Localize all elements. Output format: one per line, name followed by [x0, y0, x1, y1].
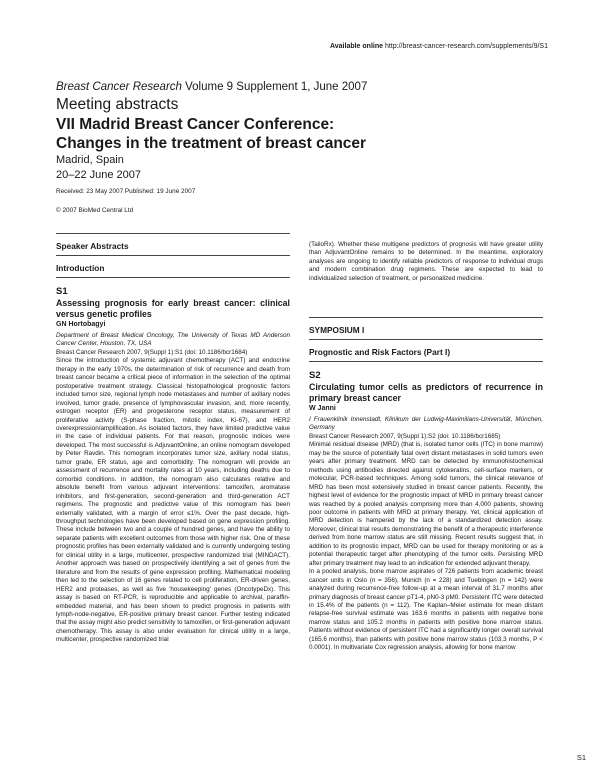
conference-dates: 20–22 June 2007	[56, 169, 142, 181]
received-published: Received: 23 May 2007 Published: 19 June 2007	[56, 188, 196, 195]
journal-name: Breast Cancer Research	[56, 81, 182, 93]
abstract-paragraph-1: Minimal residual disease (MRD) (that is, isolated tumor cells (ITC) in bone marrow) may be the source of potentially fatal overt distant metastases in solid tumors even years after primary treatment. MRD can be detected by immunohistochemical methods using antibodies directed against cytokeratins, cell-surface markers, or molecular, PCR-based techniques. Among solid tumors, the clinical relevance of MRD has been most extensively studied in breast cancer patients. Recently, the highest level of evidence for the prognostic impact of MRD in primary breast cancer was reached by a pooled analysis comprising more than 4,000 patients, showing poor outcome in patients with MRD at primary therapy. Yet, clinical application of MRD detection is hampered by the lack of a standardized detection assay. Moreover, clinical trial results demonstrating the benefit of a therapeutic interference derived from bone marrow status are still missing. Recent results suggest that, in addition to its prognostic impact, MRD can be used for therapy monitoring or as a potential therapeutic target after phenotyping of the tumor cells. Persisting MRD after primary treatment may lead to an indication for extended adjuvant therapy.	[309, 441, 543, 567]
abstract-title: Circulating tumor cells as predictors of recurrence in primary breast cancer	[309, 382, 543, 404]
abstract-affiliation: I Frauenklinik Innenstadt, Klinikum der Ludwig-Maximilians-Universität, München, Germany	[309, 415, 543, 432]
abstract-body-continued: (TailoRx). Whether these multigene predictors of prognosis will have greater utility than AdjuvantOnline remains to be determined. In the meantime, exploratory analyses are ongoing to identify reliable predictors of response to individual drugs and modern combination drug regimens. These are expected to lead to individualized selection of treatment, or personalized medicine.	[309, 241, 543, 282]
conference-title-line2: Changes in the treatment of breast cancer	[56, 135, 367, 152]
abstract-author: W Janni	[309, 405, 336, 413]
conference-title-line1: VII Madrid Breast Cancer Conference:	[56, 116, 335, 133]
divider	[56, 233, 290, 234]
introduction-heading: Introduction	[56, 263, 105, 273]
abstract-s2	[309, 372, 543, 653]
conference-title	[56, 115, 476, 153]
s1-continued	[309, 241, 543, 283]
divider	[309, 339, 543, 340]
section-label: Meeting abstracts	[56, 96, 179, 113]
journal-issue: Volume 9 Supplement 1, June 2007	[185, 81, 368, 93]
conference-place-dates	[56, 153, 141, 183]
journal-line	[56, 81, 367, 93]
speaker-abstracts-heading: Speaker Abstracts	[56, 241, 129, 251]
divider	[56, 255, 290, 256]
online-url[interactable]: http://breast-cancer-research.com/supplements/9/S1	[384, 43, 548, 50]
abstract-body: Since the introduction of systemic adjuvant chemotherapy (ACT) and endocrine therapy in the early 1970s, the determination of risk of recurrence and death from breast cancer became a critical piece of information in the selection of the optimal postoperative treatment strategy. Classical histopathological prognostic factors included tumor size, regional lymph node metastases and number of axillary nodes involved, tumor grade, presence of lymphovascular invasion, and, more recently, estrogen receptor (ER) and progesterone receptor status, measurement of proliferative activity (S-phase fraction, mitotic index, Ki-67), and HER2 overexpression/amplification. As isolated factors, they have limited predictive value in the case of individual patients. For that reason, prognostic indices were developed. The most successful is AdjuvantOnline, an online nomogram developed by Peter Ravdin. This nomogram incorporates tumor size, axillary nodal status, tumor grade, ER status, age and comorbidity. The nomogram will provide an assessment of recurrence and mortality rates at 10 years, including deaths due to comorbid conditions. In addition, the nomogram also calculates relative and absolute benefit from various adjuvant interventions: tamoxifen, aromatase inhibitors, and first-generation, second-generation and third-generation ACT regimens. The prognostic and predictive value of this nomogram has been externally validated, with a margin of error ≤1%. Over the past decade, high-throughput technologies have been developed based on gene expression profiling. These include between two and a couple of hundred genes, and have the ability to separate patients with excellent outcomes from those with higher risk. One of these prognostic profiles has been externally validated and is currently undergoing testing for clinical utility in a large, multicenter, prospective randomized trial (MINDACT). Another approach was based on prospectively identifying a set of genes from the literature and from the results of gene expression profiling. Mathematical modeling then led to the selection of 16 genes related to cell proliferation, ER-driven genes, HER2 and proteases, as well as five 'housekeeping' genes (OncotypeDx). This assay is based on RT-PCR, is reproducible and applicable to archival, paraffin-embedded material, and has been shown to predict prognosis in patients with lymph-node-negative, ER-positive primary breast cancer. Further testing indicated that the assay might also predict sensitivity to tamoxifen, or first-generation adjuvant chemotherapy. This assay is also under evaluation for clinical utility in a large, multicenter, prospective randomized trial	[56, 357, 290, 644]
divider	[56, 277, 290, 278]
copyright: © 2007 BioMed Central Ltd	[56, 207, 134, 214]
conference-place: Madrid, Spain	[56, 154, 124, 166]
abstract-s1	[56, 288, 290, 645]
abstract-code: S2	[309, 370, 321, 381]
abstract-code: S1	[56, 286, 68, 297]
symposium-subheading: Prognostic and Risk Factors (Part I)	[309, 347, 451, 357]
abstract-affiliation: Department of Breast Medical Oncology, The University of Texas MD Anderson Cancer Center, Houston, TX, USA	[56, 331, 290, 348]
page-number: S1	[576, 753, 586, 762]
divider	[309, 361, 543, 362]
divider	[309, 317, 543, 318]
abstract-citation: Breast Cancer Research 2007, 9(Suppl 1):S2 (doi: 10.1186/bcr1685)	[309, 432, 501, 440]
symposium-heading: SYMPOSIUM I	[309, 325, 365, 335]
online-label: Available online	[329, 43, 384, 50]
abstract-author: GN Hortobagyi	[56, 321, 106, 329]
online-availability	[330, 43, 548, 50]
abstract-title: Assessing prognosis for early breast cancer: clinical versus genetic profiles	[56, 298, 290, 320]
abstract-citation: Breast Cancer Research 2007, 9(Suppl 1):S1 (doi: 10.1186/bcr1684)	[56, 348, 248, 356]
abstract-paragraph-2: In a pooled analysis, bone marrow aspirates of 726 patients from academic breast cancer units in Oslo (n = 356), Munich (n = 228) and Tuebingen (n = 142) were analyzed during recurrence-free follow-up at a mean interval of 31.7 months after primary diagnosis of breast cancer pT1-4, pN0-3 pM0. Persistent ITC were detected in 15.4% of the patients (n = 112). The Kaplan–Meier estimate for mean distant relapse-free survival estimate was 163.6 months in patients with negative bone marrow status and 105.2 months in patients with positive bone marrow status. Patients without evidence of persistent ITC had a significantly longer overall survival (165.6 months), than patients with positive bone marrow status (103.3 months, P < 0.0001). In multivariate Cox regression analysis, allowing for bone marrow	[309, 568, 543, 652]
